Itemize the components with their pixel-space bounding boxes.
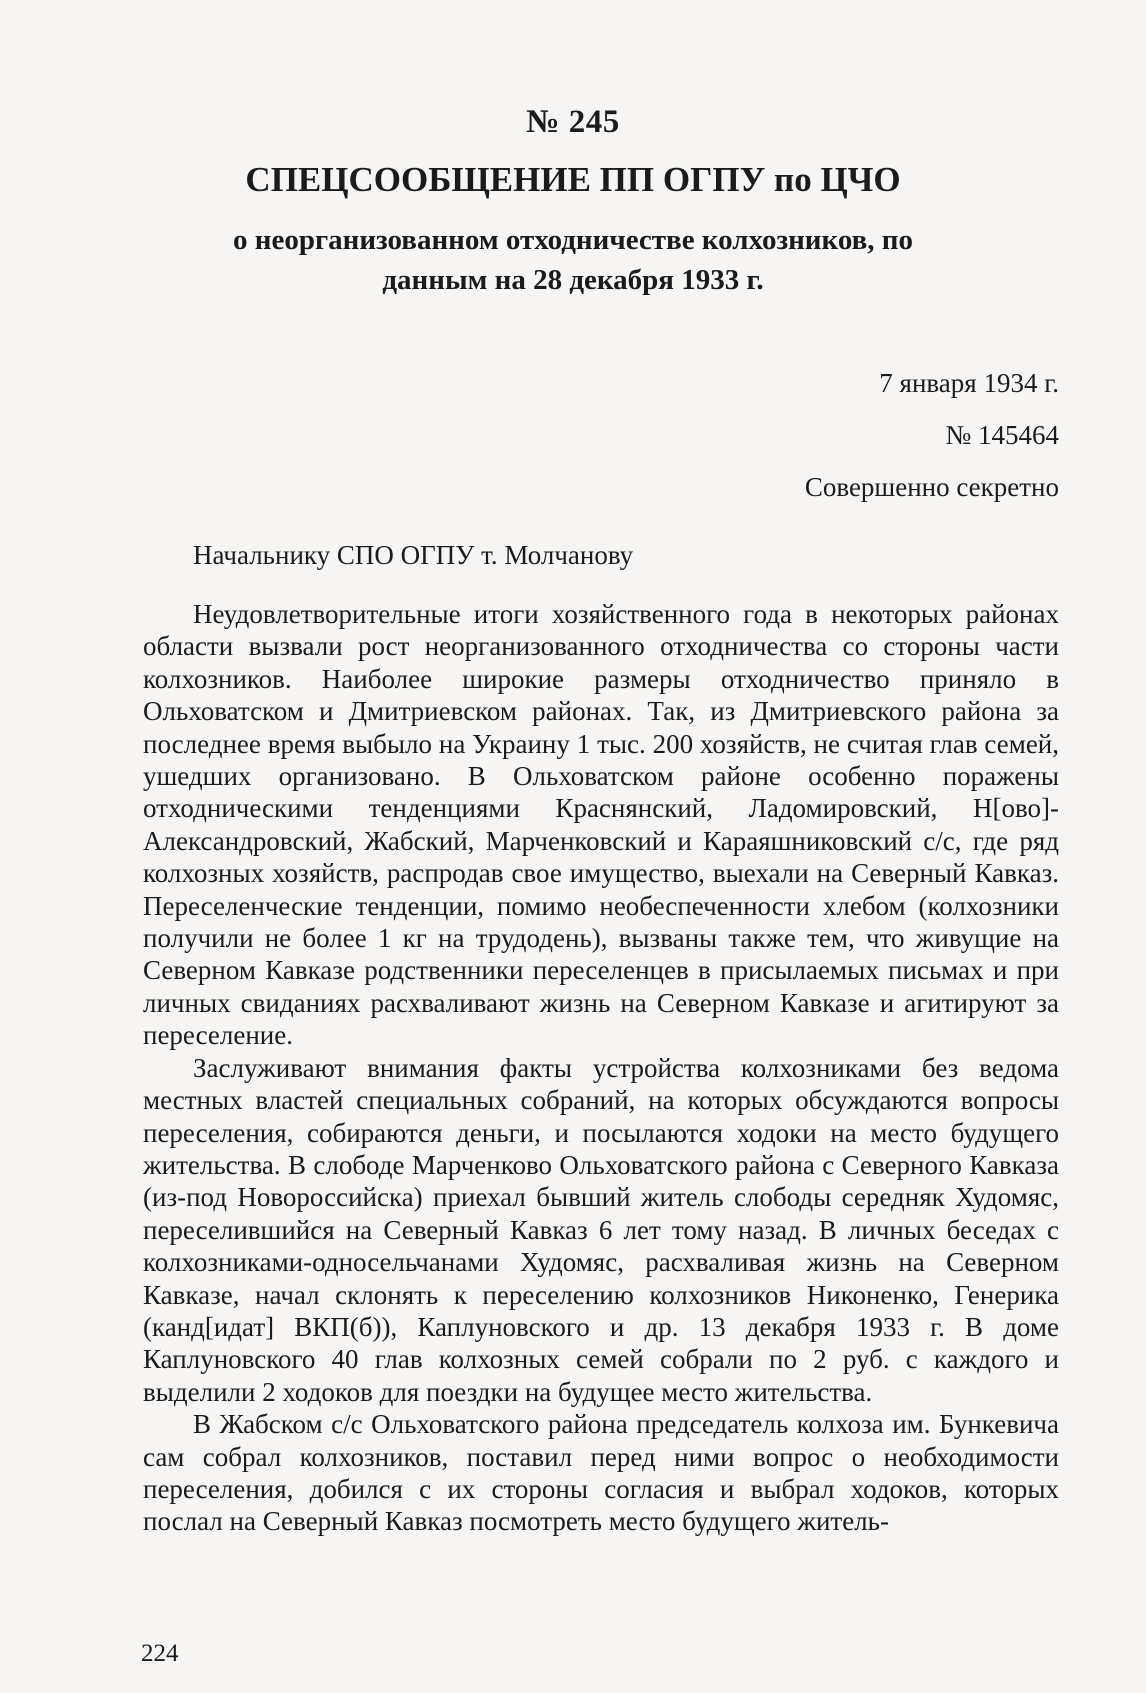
document-body [143, 598, 1059, 1538]
page-number: 224 [141, 1640, 179, 1667]
classification-label: Совершенно секретно [804, 472, 1059, 502]
addressee: Начальнику СПО ОГПУ т. Молчанову [193, 540, 634, 570]
registration-number: № 145464 [945, 420, 1059, 450]
body-paragraph: В Жабском с/с Ольховатского района председатель колхоза им. Бункевича сам собрал колхозников, поставил перед ними вопрос о необходимости переселения, добился с их стороны согласия и выбрал ходоков, которых послал на Северный Кавказ посмотреть место будущего житель- [143, 1409, 1059, 1537]
document-date: 7 января 1934 г. [879, 368, 1059, 398]
document-subtitle: о неорганизованном отходничестве колхозников, по данным на 28 декабря 1933 г. [233, 224, 913, 296]
body-paragraph: Неудовлетворительные итоги хозяйственного года в некоторых районах области вызвали рост неорганизованного отходничества со стороны части колхозников. Наиболее широкие размеры отходничество приняло в Ольховатском и Дмитриевском районах. Так, из Дмитриевского района за последнее время выбыло на Украину 1 тыс. 200 хозяйств, не считая глав семей, ушедших организовано. В Ольховатском районе особенно поражены отходническими тенденциями Краснянский, Ладомировский, Н[ово]-Александровский, Жабский, Марченковский и Караяшниковский с/с, где ряд колхозных хозяйств, распродав свое имущество, выехали на Северный Кавказ. Переселенческие тенденции, помимо необеспеченности хлебом (колхозники получили не более 1 кг на трудодень), вызваны также тем, что живущие на Северном Кавказе родственники переселенцев в присылаемых письмах и при личных свиданиях расхваливают жизнь на Северном Кавказе и агитируют за переселение. [143, 599, 1059, 1051]
body-paragraph: Заслуживают внимания факты устройства колхозниками без ведома местных властей специальных собраний, на которых обсуждаются вопросы переселения, собираются деньги, и посылаются ходоки на место будущего жительства. В слободе Марченково Ольховатского района с Северного Кавказа (из-под Новороссийска) приехал бывший житель слободы середняк Худомяс, переселившийся на Северный Кавказ 6 лет тому назад. В личных беседах с колхозниками-односельчанами Худомяс, расхваливая жизнь на Северном Кавказе, начал склонять к переселению колхозников Никоненко, Генерика (канд[идат] ВКП(б)), Каплуновского и др. 13 декабря 1933 г. В доме Каплуновского 40 глав колхозных семей собрали по 2 руб. с каждого и выделили 2 ходоков для поездки на будущее место жительства. [143, 1052, 1059, 1407]
document-number: № 245 [526, 104, 620, 140]
document-title: СПЕЦСООБЩЕНИЕ ПП ОГПУ по ЦЧО [245, 160, 901, 199]
